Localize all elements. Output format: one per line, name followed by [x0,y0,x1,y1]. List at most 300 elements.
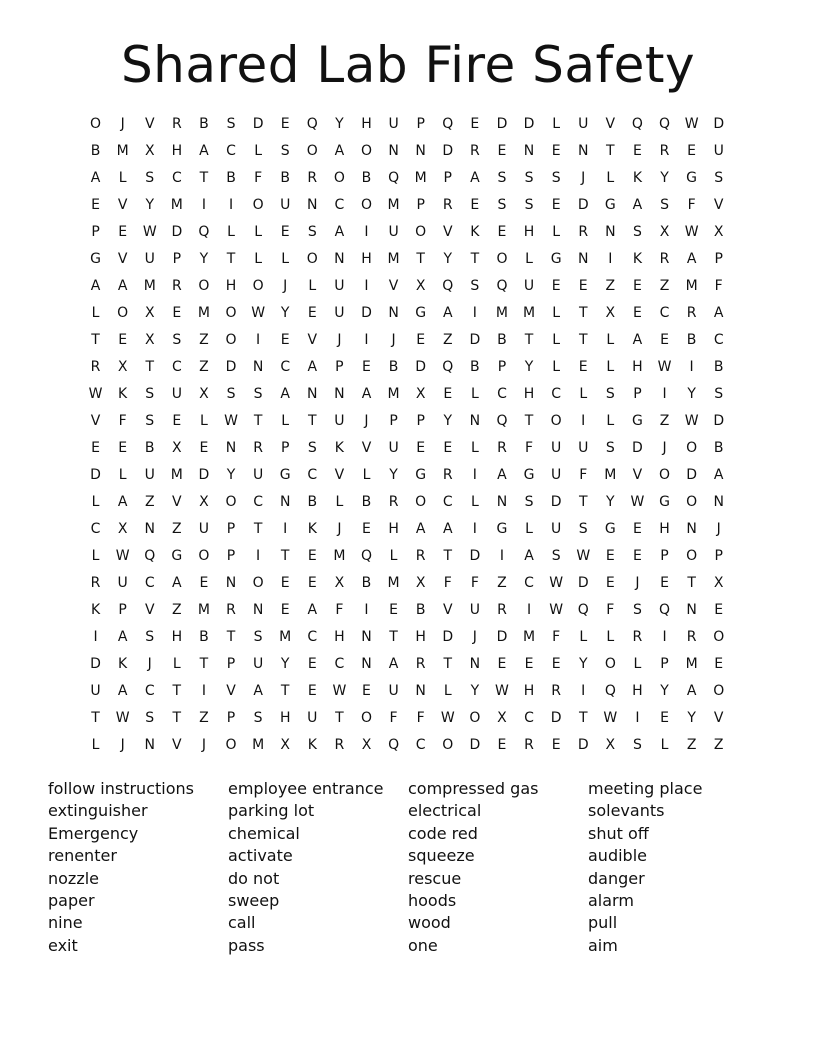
grid-letter: V [605,116,616,132]
grid-letter: D [442,143,454,159]
grid-letter: E [172,413,182,429]
grid-letter: G [631,413,643,429]
grid-letter: N [361,656,372,672]
grid-letter: D [550,710,562,726]
grid-letter: B [713,359,724,375]
grid-letter: L [552,305,561,321]
word-item: pass [228,935,265,955]
grid-letter: T [578,305,588,321]
grid-letter: E [497,143,507,159]
grid-letter: I [283,521,288,537]
grid-letter: Z [659,413,670,429]
grid-letter: A [361,386,372,402]
grid-letter: P [335,359,344,375]
grid-letter: P [416,413,425,429]
grid-letter: H [523,386,535,402]
grid-letter: O [117,305,129,321]
grid-letter: L [606,170,615,186]
grid-letter: T [524,413,534,429]
grid-letter: E [362,521,371,537]
grid-letter: K [632,170,643,186]
grid-letter: I [689,359,694,375]
grid-letter: C [280,359,291,375]
grid-letter: I [364,278,369,294]
grid-letter: L [606,629,615,645]
grid-row [82,597,733,624]
grid-letter: H [171,629,183,645]
grid-letter: C [226,143,236,159]
grid-row [82,651,733,678]
grid-letter: F [118,413,127,429]
grid-letter: N [388,305,399,321]
grid-letter: Z [144,494,155,510]
grid-letter: K [90,602,101,618]
grid-letter: D [469,548,481,564]
grid-letter: O [360,143,372,159]
grid-letter: S [145,710,155,726]
grid-letter: X [713,575,724,591]
word-item: paper [48,891,95,911]
grid-letter: X [659,224,670,240]
grid-letter: G [659,494,670,510]
grid-letter: E [91,197,100,213]
grid-row [82,273,733,300]
grid-letter: L [552,224,561,240]
grid-letter: S [145,413,155,429]
grid-letter: D [225,359,237,375]
grid-letter: O [252,197,264,213]
grid-letter: B [361,575,372,591]
grid-letter: J [283,278,288,294]
grid-letter: P [660,548,669,564]
grid-letter: X [497,710,507,726]
grid-letter: J [635,575,640,591]
grid-letter: R [686,305,697,321]
grid-letter: P [633,386,642,402]
grid-letter: L [470,440,479,456]
grid-letter: P [416,197,425,213]
grid-letter: E [605,575,615,591]
grid-letter: E [632,278,642,294]
grid-letter: A [307,602,318,618]
grid-letter: G [496,521,508,537]
grid-letter: N [686,602,697,618]
grid-letter: P [91,224,100,240]
grid-letter: C [307,467,318,483]
grid-letter: C [524,575,534,591]
grid-letter: R [415,656,426,672]
grid-letter: M [170,467,183,483]
grid-letter: R [226,602,236,618]
grid-letter: D [90,656,101,672]
grid-letter: T [226,251,236,267]
grid-letter: N [225,440,237,456]
grid-letter: V [442,602,453,618]
grid-letter: T [335,710,344,726]
grid-letter: R [497,602,507,618]
grid-letter: U [551,467,562,483]
grid-letter: M [170,197,183,213]
grid-letter: P [389,413,398,429]
grid-row [82,111,733,138]
grid-letter: P [118,602,127,618]
grid-row [82,570,733,597]
grid-letter: Q [388,170,400,186]
word-item: pull [588,913,618,933]
grid-letter: N [334,386,345,402]
grid-letter: C [144,575,155,591]
grid-letter: C [497,386,507,402]
grid-letter: Q [659,602,671,618]
grid-letter: G [415,305,427,321]
grid-letter: E [470,197,480,213]
grid-letter: A [632,197,643,213]
grid-letter: R [659,143,670,159]
grid-letter: E [118,224,128,240]
grid-letter: G [415,467,427,483]
grid-letter: D [577,737,589,753]
grid-letter: X [117,359,128,375]
grid-letter: R [388,494,399,510]
grid-letter: Q [306,116,318,132]
grid-letter: E [307,305,317,321]
grid-letter: U [117,575,128,591]
word-item: compressed gas [408,779,539,798]
word-item: chemical [228,823,300,843]
grid-letter: J [581,170,586,186]
grid-letter: X [713,224,724,240]
grid-letter: U [252,656,264,672]
grid-letter: S [714,386,724,402]
grid-letter: C [171,359,182,375]
grid-letter: A [632,332,643,348]
grid-letter: W [603,710,618,726]
grid-letter: A [470,170,480,186]
grid-letter: U [713,143,724,159]
grid-letter: R [415,548,426,564]
grid-letter: H [361,251,372,267]
grid-letter: A [199,143,209,159]
grid-letter: W [440,710,455,726]
grid-letter: F [254,170,263,186]
grid-letter: M [116,143,129,159]
grid-letter: U [388,683,399,699]
grid-letter: C [171,170,182,186]
grid-letter: Z [605,278,616,294]
word-column [48,778,228,957]
grid-letter: B [470,359,480,375]
grid-letter: O [252,575,264,591]
grid-letter: I [472,305,477,321]
grid-letter: L [335,494,344,510]
grid-letter: E [307,548,317,564]
grid-letter: S [524,494,534,510]
grid-letter: O [442,737,454,753]
grid-letter: Q [198,224,210,240]
grid-letter: I [364,224,369,240]
grid-letter: L [118,170,127,186]
grid-row [82,381,733,408]
grid-letter: V [632,467,643,483]
grid-letter: E [632,305,642,321]
grid-letter: N [496,494,508,510]
grid-letter: X [199,386,209,402]
grid-letter: R [307,170,318,186]
grid-letter: Q [631,116,643,132]
grid-letter: Z [497,575,507,591]
grid-letter: D [469,737,481,753]
grid-letter: I [472,467,477,483]
grid-letter: U [144,251,155,267]
grid-letter: F [714,278,723,294]
grid-letter: O [415,494,427,510]
grid-letter: D [252,116,264,132]
grid-letter: N [225,575,237,591]
grid-letter: Y [280,656,290,672]
grid-letter: Q [442,359,454,375]
grid-letter: N [144,737,155,753]
grid-letter: T [524,332,534,348]
grid-letter: V [144,602,155,618]
grid-letter: A [280,386,290,402]
grid-letter: P [226,710,236,726]
grid-letter: F [579,467,588,483]
grid-letter: V [307,332,318,348]
grid-letter: H [279,710,291,726]
grid-letter: E [91,440,100,456]
grid-letter: N [388,143,399,159]
grid-letter: E [551,197,561,213]
grid-letter: L [443,683,452,699]
grid-letter: K [307,521,317,537]
grid-letter: L [606,413,615,429]
grid-letter: S [226,116,236,132]
grid-letter: I [256,548,261,564]
grid-letter: S [632,602,642,618]
grid-letter: W [549,575,564,591]
grid-letter: F [606,602,615,618]
grid-letter: X [117,521,128,537]
grid-letter: T [91,710,100,726]
grid-letter: R [551,683,561,699]
grid-letter: F [389,710,398,726]
grid-letter: A [117,683,128,699]
grid-letter: L [552,332,561,348]
grid-letter: H [361,116,372,132]
grid-letter: N [144,521,155,537]
grid-letter: J [120,116,125,132]
grid-letter: M [252,737,265,753]
grid-letter: G [604,197,616,213]
grid-letter: B [415,602,426,618]
grid-letter: C [307,629,318,645]
grid-letter: C [334,656,345,672]
grid-letter: O [252,278,264,294]
grid-letter: J [120,737,125,753]
grid-row [82,300,733,327]
grid-letter: R [442,467,453,483]
grid-row [82,624,733,651]
grid-letter: Z [199,710,209,726]
grid-letter: M [523,629,536,645]
grid-row [82,165,733,192]
grid-letter: I [201,683,206,699]
grid-letter: S [172,332,182,348]
grid-letter: S [632,224,642,240]
grid-letter: W [142,224,157,240]
grid-letter: S [660,197,669,213]
grid-letter: Q [604,683,616,699]
word-item: code red [408,823,478,843]
grid-letter: M [604,467,617,483]
grid-letter: R [659,251,670,267]
page-title: Shared Lab Fire Safety [120,36,696,94]
word-item: rescue [408,868,462,888]
grid-letter: E [280,602,290,618]
grid-letter: O [713,629,725,645]
grid-letter: I [228,197,234,213]
grid-letter: Q [442,116,454,132]
grid-letter: Z [199,332,209,348]
grid-letter: C [334,197,345,213]
grid-letter: Q [577,602,589,618]
grid-letter: K [307,737,317,753]
grid-letter: T [416,251,425,267]
grid-letter: M [387,386,400,402]
grid-letter: U [307,710,318,726]
grid-letter: N [279,494,291,510]
grid-letter: G [604,521,616,537]
grid-letter: O [306,251,318,267]
grid-letter: A [117,629,128,645]
grid-letter: L [552,359,561,375]
grid-letter: U [388,224,399,240]
grid-letter: E [660,575,669,591]
grid-letter: I [499,548,505,564]
grid-letter: E [714,656,724,672]
word-item: do not [228,868,280,888]
grid-letter: S [253,710,263,726]
word-bank [48,778,788,957]
grid-letter: F [687,197,696,213]
grid-row [82,192,733,219]
grid-letter: F [335,602,344,618]
grid-letter: W [630,494,645,510]
grid-letter: V [713,197,724,213]
grid-letter: Y [606,494,615,510]
grid-letter: Y [145,197,155,213]
grid-letter: Y [660,683,669,699]
grid-letter: A [388,656,399,672]
grid-letter: M [143,278,156,294]
grid-letter: A [334,224,345,240]
grid-letter: Z [172,521,182,537]
grid-letter: E [660,332,669,348]
word-item: solevants [588,801,665,821]
grid-letter: F [525,440,534,456]
grid-letter: V [117,251,128,267]
grid-letter: I [201,197,206,213]
grid-letter: T [91,332,100,348]
grid-letter: G [686,170,698,186]
grid-letter: E [605,548,615,564]
grid-letter: A [442,305,453,321]
grid-letter: H [632,683,643,699]
grid-letter: L [552,116,561,132]
grid-letter: X [334,575,345,591]
grid-letter: U [198,521,210,537]
grid-letter: J [337,521,342,537]
grid-letter: V [117,197,128,213]
grid-letter: Q [496,278,508,294]
grid-letter: B [307,494,318,510]
grid-letter: O [333,170,345,186]
grid-letter: R [442,197,453,213]
grid-letter: E [551,143,561,159]
grid-row [82,354,733,381]
grid-letter: T [280,683,290,699]
grid-letter: H [659,521,670,537]
grid-letter: T [443,548,453,564]
grid-letter: L [118,467,127,483]
grid-letter: I [256,332,261,348]
grid-letter: O [90,116,102,132]
grid-letter: L [525,521,533,537]
grid-letter: I [93,629,98,645]
grid-letter: W [684,413,699,429]
grid-letter: Q [360,548,372,564]
grid-letter: B [361,494,372,510]
grid-letter: D [577,575,589,591]
grid-letter: E [280,224,290,240]
grid-letter: A [686,251,697,267]
grid-letter: U [334,278,345,294]
grid-letter: W [224,413,238,429]
grid-letter: X [415,278,426,294]
grid-letter: P [416,116,425,132]
word-item: electrical [408,801,482,821]
grid-letter: U [523,278,535,294]
grid-letter: H [523,683,535,699]
grid-letter: J [364,413,369,429]
grid-letter: S [714,170,724,186]
grid-letter: S [145,386,155,402]
grid-letter: V [144,116,155,132]
grid-letter: M [495,305,508,321]
grid-letter: O [686,548,698,564]
grid-letter: E [362,683,371,699]
grid-letter: W [115,710,130,726]
grid-row [82,246,733,273]
grid-letter: X [415,575,426,591]
grid-letter: R [632,629,643,645]
grid-letter: I [526,602,532,618]
grid-letter: B [144,440,155,456]
word-item: alarm [588,891,634,911]
word-item: nozzle [48,868,100,888]
grid-letter: S [497,170,507,186]
word-item: danger [588,868,645,888]
grid-letter: E [551,656,561,672]
grid-row [82,219,733,246]
word-column [228,778,408,957]
grid-letter: J [662,440,667,456]
grid-letter: K [334,440,344,456]
grid-letter: G [171,548,183,564]
grid-letter: S [253,386,263,402]
grid-letter: Y [389,467,398,483]
grid-letter: U [334,305,345,321]
